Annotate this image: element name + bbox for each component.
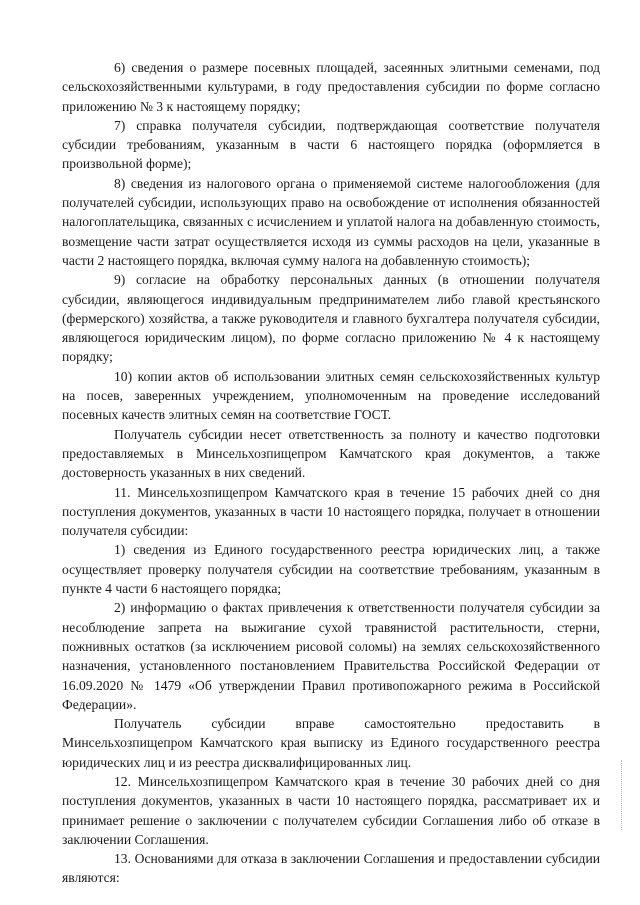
paragraph-extract-right: Получатель субсидии вправе самостоятельно предоставить в Минсельхозпищепром Камчатского края выписку из Единого государственного реестра юридических лиц и из реестра дисквалифицированных лиц. <box>62 716 600 770</box>
scan-edge-mark <box>620 760 622 830</box>
paragraph-11-item-1: 1) сведения из Единого государственного реестра юридических лиц, а также осуществляет проверку получателя субсидии на соответствие требованиям, указанным в пункте 4 части 6 настоящего порядка; <box>62 542 600 597</box>
paragraph-item-7: 7) справка получателя субсидии, подтверждающая соответствие получателя субсидии требованиям, указанным в части 6 настоящего порядка (оформляется в произвольной форме); <box>62 117 600 172</box>
paragraph-item-9: 9) согласие на обработку персональных данных (в отношении получателя субсидии, являющегося индивидуальным предпринимателем либо главой крестьянского (фермерского) хозяйства, а также руководителя и главного бухгалтера получателя субсидии, являющегося юридическим лицом), по форме согласно приложению № 4 к настоящему порядку; <box>62 272 600 365</box>
paragraph-section-12: 12. Минсельхозпищепром Камчатского края в течение 30 рабочих дней со дня поступления документов, указанных в части 10 настоящего порядка, рассматривает их и принимает решение о заключении с получателем субсидии Соглашения либо об отказе в заключении Соглашения. <box>62 773 600 847</box>
paragraph-11-item-2: 2) информацию о фактах привлечения к ответственности получателя субсидии за несоблюдение запрета на выжигание сухой травянистой растительности, стерни, пожнивных остатков (за исключением рисовой соломы) на землях сельскохозяйственного назначения, установленного постановлением Правительства Российской Федерации от 16.09.2020 № 1479 «Об утверждении Правил противопожарного режима в Российской Федерации». <box>62 600 600 712</box>
paragraph-section-11: 11. Минсельхозпищепром Камчатского края в течение 15 рабочих дней со дня поступления документов, указанных в части 10 настоящего порядка, получает в отношении получателя субсидии: <box>62 484 600 539</box>
paragraph-item-6: 6) сведения о размере посевных площадей, засеянных элитными семенами, под сельскохозяйственными культурами, в году предоставления субсидии по форме согласно приложению № 3 к настоящему порядку; <box>62 60 600 114</box>
paragraph-item-8: 8) сведения из налогового органа о применяемой системе налогообложения (для получателей субсидии, использующих право на освобождение от исполнения обязанностей налогоплательщика, связанных с исчислением и уплатой налога на добавленную стоимость, возмещение части затрат осуществляется исходя из суммы расходов на цели, указанные в части 2 настоящего порядка, включая сумму налога на добавленную стоимость); <box>62 175 600 268</box>
paragraph-section-13: 13. Основаниями для отказа в заключении Соглашения и предоставлении субсидии являются: <box>62 851 600 886</box>
paragraph-responsibility: Получатель субсидии несет ответственность за полноту и качество подготовки предоставляемых в Минсельхозпищепром Камчатского края документов, а также достоверность указанных в них сведений. <box>62 426 600 481</box>
paragraph-item-10: 10) копии актов об использовании элитных семян сельскохозяйственных культур на посев, заверенных учреждением, уполномоченным на проведение исследований посевных качеств элитных семян на соответствие ГОСТ. <box>62 368 600 423</box>
